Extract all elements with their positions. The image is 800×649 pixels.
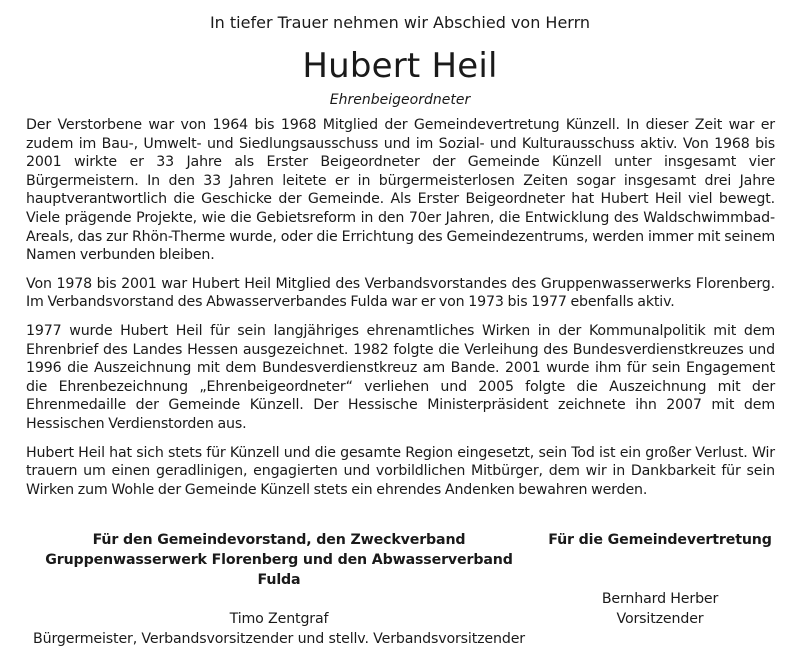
- signature-org-line: Gruppenwasserwerk Florenberg und den Abwasserverband Fulda: [45, 552, 513, 588]
- obituary-body: [26, 116, 775, 509]
- signature-block-left: [26, 530, 532, 649]
- paragraph: Der Verstorbene war von 1964 bis 1968 Mitglied der Gemeindevertretung Künzell. In dieser Zeit war er zudem im Bau-, Umwelt- und Siedlungsausschuss und im Sozial- und Kulturausschuss aktiv. Von 1968 bis 2001 wirkte er 33 Jahre als Erster Beigeordneter der Gemeinde Künzell unter insgesamt vier Bürgermeistern. In den 33 Jahren leitete er in bürgermeisterlosen Zeiten sogar insgesamt drei Jahre hauptverantwortlich die Geschicke der Gemeinde. Als Erster Beigeordneter hat Hubert Heil viel bewegt. Viele prägende Projekte, wie die Gebietsreform in den 70er Jahren, die Entwicklung des Waldschwimmbad-Areals, das zur Rhön-Therme wurde, oder die Errichtung des Gemeindezentrums, werden immer mit seinem Namen verbunden bleiben.: [26, 117, 775, 264]
- signatory-role: Vorsitzender: [616, 611, 704, 627]
- deceased-name: Hubert Heil: [302, 46, 498, 86]
- signatory-name: Bernhard Herber: [601, 591, 719, 607]
- signature-block-right: [545, 530, 775, 629]
- paragraph: 1977 wurde Hubert Heil für sein langjähriges ehrenamtliches Wirken in der Kommunalpolitik mit dem Ehrenbrief des Landes Hessen ausgezeichnet. 1982 folgte die Verleihung des Bundesverdienstkreuzes und 1996 die Auszeichnung mit dem Bundesverdienstkreuz am Bande. 2001 wurde ihm für sein Engagement die Ehrenbezeichnung „Ehrenbeigeordneter“ verliehen und 2005 folgte die Auszeichnung mit der Ehrenmedaille der Gemeinde Künzell. Der Hessische Ministerpräsident zeichnete ihn 2007 mit dem Hessischen Verdienstorden aus.: [26, 322, 775, 432]
- paragraph: Von 1978 bis 2001 war Hubert Heil Mitglied des Verbandsvorstandes des Gruppenwasserwerks Florenberg. Im Verbandsvorstand des Abwasserverbandes Fulda war er von 1973 bis 1977 ebenfalls aktiv.: [26, 275, 775, 311]
- intro-line: In tiefer Trauer nehmen wir Abschied von Herrn: [209, 13, 591, 32]
- signatory-role: Bürgermeister, Verbandsvorsitzender und stellv. Verbandsvorsitzender: [33, 631, 525, 647]
- signature-org-line: Für den Gemeindevorstand, den Zweckverband: [92, 532, 466, 548]
- paragraph: Hubert Heil hat sich stets für Künzell und die gesamte Region eingesetzt, sein Tod ist ein großer Verlust. Wir trauern um einen geradlinigen, engagierten und vorbildlichen Mitbürger, dem wir in Dankbarkeit für sein Wirken zum Wohle der Gemeinde Künzell stets ein ehrendes Andenken bewahren werden.: [26, 444, 775, 498]
- signature-org-line: Für die Gemeindevertretung: [548, 532, 772, 548]
- honorary-title: Ehrenbeigeordneter: [329, 92, 471, 108]
- signatory-name: Timo Zentgraf: [229, 611, 329, 627]
